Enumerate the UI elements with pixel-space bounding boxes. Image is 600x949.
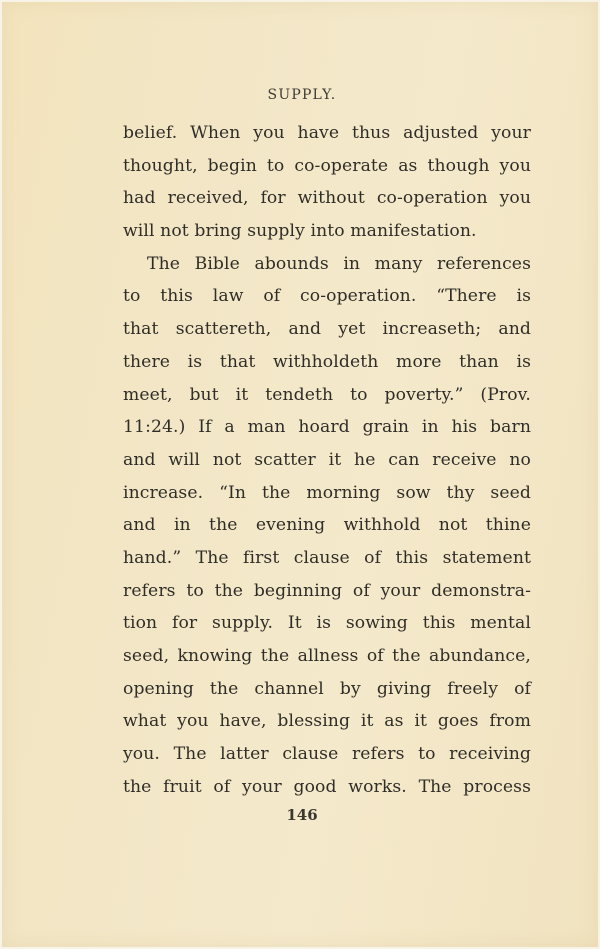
text-line: opening the channel by giving freely of	[123, 678, 531, 699]
text-line: refers to the beginning of your demonstra-	[123, 580, 531, 601]
text-line: tion for supply. It is sowing this mental	[123, 613, 531, 634]
text-line: had received, for without co-operation you	[123, 188, 531, 209]
text-line: and in the evening withhold not thine	[123, 515, 531, 536]
book-page	[2, 2, 598, 947]
text-line: you. The latter clause refers to receiving	[123, 744, 531, 765]
text-line: increase. “In the morning sow thy seed	[123, 482, 531, 503]
text-line: will not bring supply into manifestation.	[123, 221, 477, 242]
running-head: SUPPLY.	[267, 87, 337, 103]
text-line: and will not scatter it he can receive no	[123, 449, 531, 470]
text-line: hand.” The first clause of this statement	[123, 547, 531, 568]
text-line: 11:24.) If a man hoard grain in his barn	[123, 417, 531, 438]
text-line: what you have, blessing it as it goes from	[123, 711, 531, 732]
body-text	[123, 117, 531, 803]
text-line: thought, begin to co-operate as though you	[123, 155, 531, 176]
text-line: to this law of co-operation. “There is	[123, 286, 531, 307]
page-number: 146	[286, 806, 318, 824]
text-line: seed, knowing the allness of the abundance,	[123, 646, 531, 666]
text-line: that scattereth, and yet increaseth; and	[123, 319, 531, 340]
text-line: the fruit of your good works. The process	[123, 776, 531, 797]
text-line: belief. When you have thus adjusted your	[123, 123, 531, 143]
text-line-paragraph-start: The Bible abounds in many references	[147, 253, 531, 274]
text-line: meet, but it tendeth to poverty.” (Prov.	[123, 384, 531, 405]
text-line: there is that withholdeth more than is	[123, 351, 531, 372]
